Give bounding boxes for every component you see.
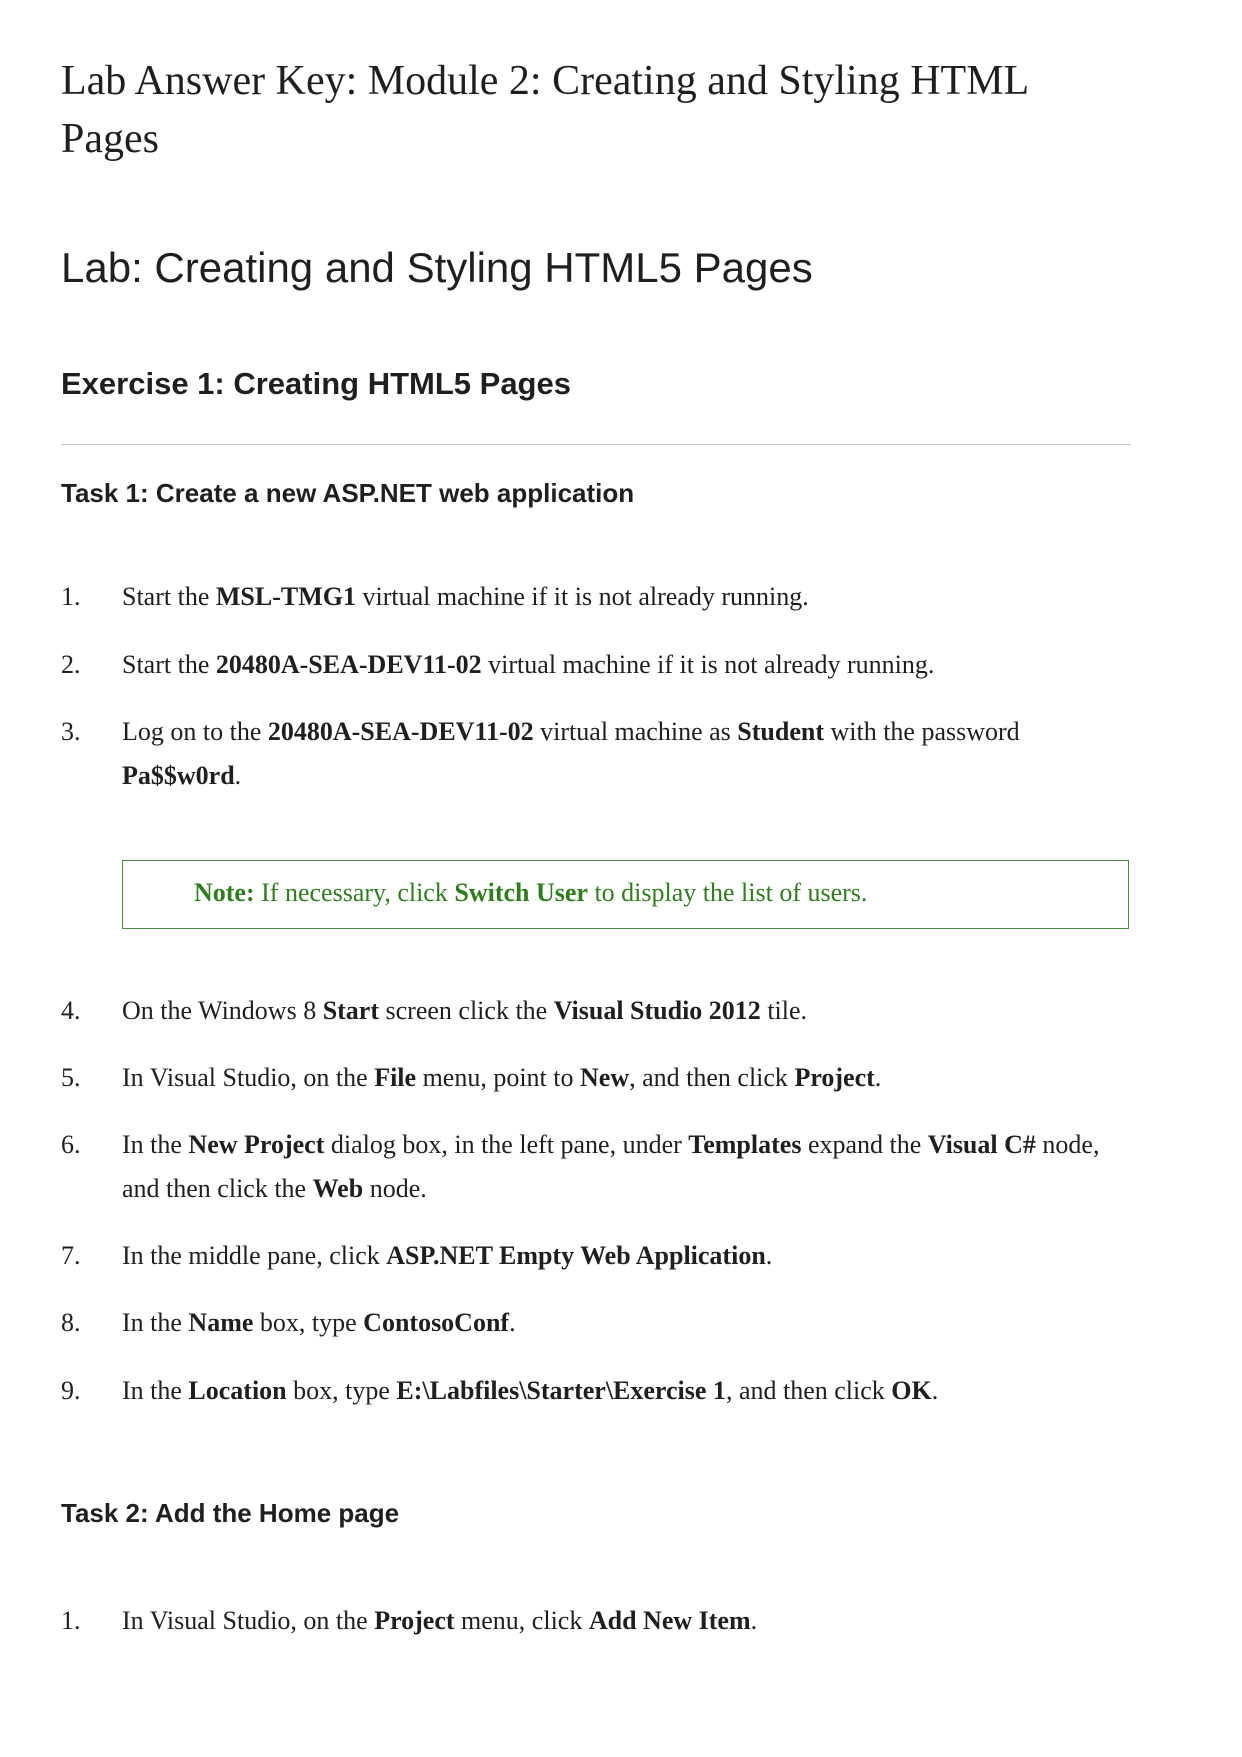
lab-title: Lab: Creating and Styling HTML5 Pages xyxy=(61,244,813,291)
text-run: expand the xyxy=(801,1130,928,1159)
step-text xyxy=(122,1234,1131,1278)
text-run: menu, point to xyxy=(416,1063,580,1092)
note-box xyxy=(122,860,1129,929)
step-number: 5. xyxy=(61,1063,81,1092)
text-run: Start the xyxy=(122,650,216,679)
text-run: . xyxy=(874,1063,882,1092)
bold-term: 20480A-SEA-DEV11-02 xyxy=(215,650,482,679)
step-text xyxy=(122,643,1131,687)
step-text xyxy=(122,1056,1131,1100)
text-run: with the password xyxy=(823,717,1020,746)
text-run: . xyxy=(931,1376,939,1405)
bold-term: Start xyxy=(322,996,380,1025)
step-text xyxy=(122,1123,1131,1211)
text-run: menu, click xyxy=(454,1606,589,1635)
text-run: node, and then click the xyxy=(122,1130,1100,1203)
step-text xyxy=(122,1599,1131,1643)
note-text xyxy=(194,873,867,913)
bold-term: Note: xyxy=(194,878,255,907)
step-number: 4. xyxy=(61,996,81,1025)
bold-term: New xyxy=(580,1063,630,1092)
text-run: virtual machine as xyxy=(533,717,738,746)
text-run: tile. xyxy=(760,996,808,1025)
step-text xyxy=(122,575,1131,619)
bold-term: ContosoConf xyxy=(363,1308,510,1337)
bold-term: Templates xyxy=(688,1130,802,1159)
text-run: In the xyxy=(122,1376,189,1405)
text-run: box, type xyxy=(253,1308,364,1337)
text-run: to display the list of users. xyxy=(587,878,868,907)
bold-term: Visual C# xyxy=(927,1130,1036,1159)
bold-term: ASP.NET Empty Web Application xyxy=(386,1241,766,1270)
step-number: 6. xyxy=(61,1130,81,1159)
step-number: 1. xyxy=(61,1606,81,1635)
step-text xyxy=(122,1301,1131,1345)
text-run: . xyxy=(750,1606,758,1635)
bold-term: Project xyxy=(374,1606,455,1635)
text-run: screen click the xyxy=(379,996,554,1025)
bold-term: Web xyxy=(312,1174,364,1203)
text-run: In Visual Studio, on the xyxy=(122,1063,375,1092)
text-run: node. xyxy=(363,1174,427,1203)
text-run: . xyxy=(234,761,242,790)
text-run: Start the xyxy=(122,582,216,611)
bold-term: New Project xyxy=(188,1130,325,1159)
step-text xyxy=(122,1369,1131,1413)
step-number: 9. xyxy=(61,1376,81,1405)
text-run: , and then click xyxy=(629,1063,795,1092)
step-number: 2. xyxy=(61,650,81,679)
text-run: box, type xyxy=(286,1376,397,1405)
text-run: On the Windows 8 xyxy=(122,996,323,1025)
bold-term: Project xyxy=(794,1063,875,1092)
bold-term: E:\Labfiles\Starter\Exercise 1 xyxy=(396,1376,726,1405)
text-run: . xyxy=(509,1308,516,1337)
task-1-title: Task 1: Create a new ASP.NET web application xyxy=(61,478,635,508)
text-run: In Visual Studio, on the xyxy=(122,1606,375,1635)
bold-term: File xyxy=(374,1063,417,1092)
bold-term: 20480A-SEA-DEV11-02 xyxy=(267,717,534,746)
exercise-title: Exercise 1: Creating HTML5 Pages xyxy=(61,366,571,401)
bold-term: MSL-TMG1 xyxy=(215,582,356,611)
step-number: 3. xyxy=(61,717,81,746)
bold-term: Switch User xyxy=(454,878,588,907)
bold-term: Add New Item xyxy=(588,1606,751,1635)
bold-term: Location xyxy=(188,1376,287,1405)
text-run: , and then click xyxy=(725,1376,892,1405)
text-run: dialog box, in the left pane, under xyxy=(324,1130,689,1159)
text-run: If necessary, click xyxy=(254,878,455,907)
bold-term: Student xyxy=(737,717,824,746)
document-title: Lab Answer Key: Module 2: Creating and Styling HTML Pages xyxy=(61,58,1028,162)
step-number: 1. xyxy=(61,582,81,611)
bold-term: Name xyxy=(188,1308,254,1337)
section-divider xyxy=(61,444,1131,445)
bold-term: OK xyxy=(891,1376,932,1405)
bold-term: Pa$$w0rd xyxy=(122,761,235,790)
step-number: 8. xyxy=(61,1308,81,1337)
step-number: 7. xyxy=(61,1241,81,1270)
bold-term: Visual Studio 2012 xyxy=(553,996,761,1025)
step-text xyxy=(122,989,1131,1033)
text-run: Log on to the xyxy=(122,717,268,746)
text-run: In the xyxy=(122,1130,189,1159)
step-text xyxy=(122,710,1131,798)
task-2-title: Task 2: Add the Home page xyxy=(61,1498,400,1528)
text-run: virtual machine if it is not already running. xyxy=(355,582,809,611)
text-run: virtual machine if it is not already running. xyxy=(481,650,935,679)
text-run: . xyxy=(765,1241,773,1270)
text-run: In the middle pane, click xyxy=(122,1241,387,1270)
text-run: In the xyxy=(122,1308,189,1337)
